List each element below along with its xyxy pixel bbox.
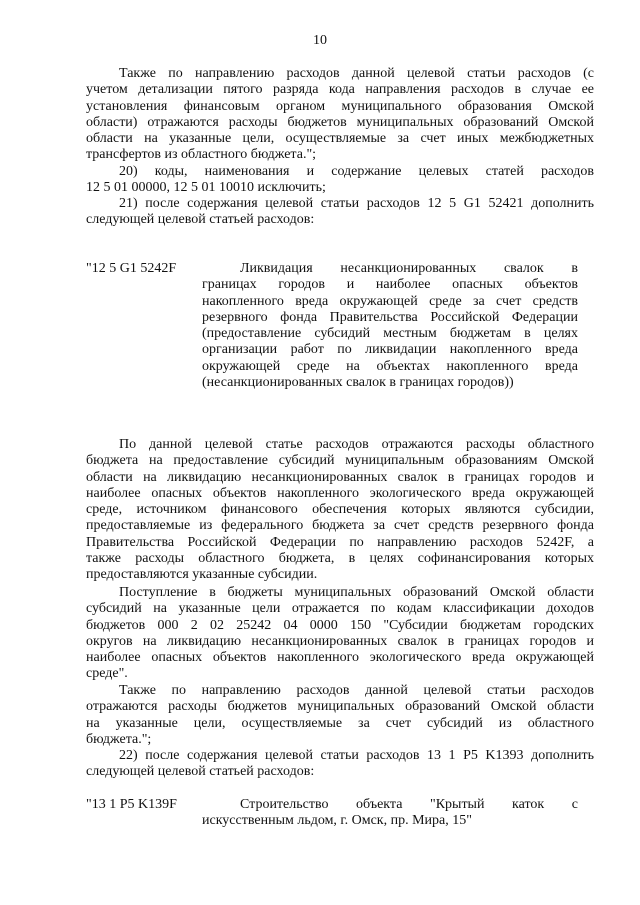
- paragraph-also-expenses-1: [86, 66, 594, 164]
- list-item-22: [86, 748, 594, 781]
- text-line: 21) после содержания целевой статьи расходов 12 5 G1 52421 дополнить: [119, 196, 594, 211]
- text-line: области на указанные цели, осуществляемые за счет иных межбюджетных: [86, 131, 594, 147]
- text-line: 12 5 01 00000, 12 5 01 10010 исключить;: [86, 180, 326, 196]
- text-line: накопленного вреда окружающей среде за счет средств: [202, 293, 578, 309]
- text-line: установления финансовым органом муниципального образования Омской: [86, 98, 594, 114]
- text-line: Также по направлению расходов данной целевой статьи расходов (с: [119, 66, 594, 81]
- text-line: бюджета на предоставление субсидий муниципальным образованиям Омской: [86, 453, 594, 469]
- text-line: (предоставление субсидий местным бюджетам в целях: [202, 326, 578, 342]
- text-line: округов на ликвидацию несанкционированных свалок в границах городов и: [86, 633, 594, 649]
- text-line: Поступление в бюджеты муниципальных образований Омской области: [119, 585, 594, 600]
- text-line: отражаются расходы бюджетов муниципальных образований Омской области: [86, 699, 594, 715]
- text-line: области на ликвидацию несанкционированных свалок в границах городов и: [86, 469, 594, 485]
- text-line: границах городов и наиболее опасных объектов: [202, 277, 578, 293]
- target-article-code: "12 5 G1 5242F: [86, 261, 177, 276]
- text-line: организации работ по ликвидации накопленного вреда: [202, 342, 578, 358]
- text-line: на указанные цели, осуществляемые за счет субсидий из областного: [86, 715, 594, 731]
- text-line: бюджетов 000 2 02 25242 04 0000 150 "Субсидии бюджетам городских: [86, 617, 594, 633]
- text-line: следующей целевой статьей расходов:: [86, 212, 315, 228]
- text-line: Также по направлению расходов данной целевой статьи расходов: [119, 683, 594, 698]
- text-line: 22) после содержания целевой статьи расходов 13 1 P5 K1393 дополнить: [119, 748, 594, 763]
- text-line: также расходы областного бюджета, в целях софинансирования которых: [86, 551, 594, 567]
- target-article-description: [202, 261, 578, 391]
- text-line: трансфертов из областного бюджета.";: [86, 147, 317, 163]
- text-line: учетом детализации пятого разряда кода направления расходов в случае ее: [86, 82, 594, 98]
- text-line: наиболее опасных объектов накопленного экологического вреда окружающей: [86, 485, 594, 501]
- paragraph-expenses-description: [86, 437, 594, 584]
- text-line: искусственным льдом, г. Омск, пр. Мира, 15": [202, 813, 472, 829]
- page-number: 10: [313, 33, 327, 48]
- text-line: субсидий на указанные цели отражается по кодам классификации доходов: [86, 601, 594, 617]
- text-line: среде".: [86, 666, 128, 682]
- paragraph-revenue-receipt: [86, 585, 594, 683]
- text-line: следующей целевой статьей расходов:: [86, 764, 315, 780]
- text-line: предоставляемые из федерального бюджета за счет средств резервного фонда: [86, 518, 594, 534]
- target-article-code: "13 1 P5 K139F: [86, 797, 177, 812]
- text-line: среде, источником финансового обеспечения которых являются субсидии,: [86, 502, 594, 518]
- target-article-description: [202, 797, 578, 830]
- text-line: Правительства Российской Федерации по направлению расходов 5242F, а: [86, 534, 594, 550]
- list-item-21: [86, 196, 594, 229]
- list-item-20: [86, 164, 594, 197]
- text-line: окружающей среде на объектах накопленного вреда: [202, 358, 578, 374]
- text-line: По данной целевой статье расходов отражаются расходы областного: [119, 437, 594, 452]
- text-line: области) отражаются расходы бюджетов муниципальных образований Омской: [86, 114, 594, 130]
- text-line: резервного фонда Правительства Российской Федерации: [202, 309, 578, 325]
- text-line: Строительство объекта "Крытый каток с: [240, 797, 578, 812]
- paragraph-also-expenses-2: [86, 683, 594, 748]
- text-line: бюджета.";: [86, 731, 152, 747]
- text-line: (несанкционированных свалок в границах городов)): [202, 375, 514, 391]
- text-line: 20) коды, наименования и содержание целевых статей расходов: [119, 164, 594, 179]
- text-line: наиболее опасных объектов накопленного экологического вреда окружающей: [86, 650, 594, 666]
- text-line: предоставляются указанные субсидии.: [86, 567, 318, 583]
- text-line: Ликвидация несанкционированных свалок в: [240, 261, 578, 276]
